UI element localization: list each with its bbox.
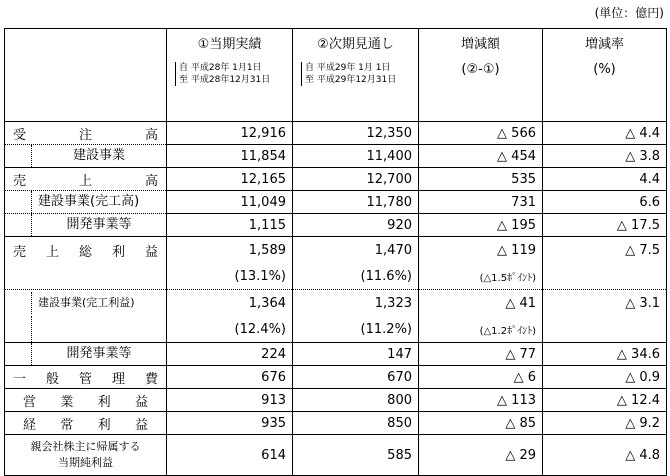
header-current-actual: ①当期実績 自 平成28年 1月1日 至 平成28年12月31日 bbox=[167, 29, 293, 122]
gp-construction-forecast: 1,323 bbox=[293, 290, 419, 317]
sga-diff: △ 6 bbox=[419, 366, 543, 389]
sales-construction-rate: 6.6 bbox=[543, 191, 667, 214]
sga-rate: △ 0.9 bbox=[543, 366, 667, 389]
sales-construction-forecast: 11,780 bbox=[293, 191, 419, 214]
label-gp-construction-blank bbox=[5, 316, 167, 343]
operating-current: 913 bbox=[167, 389, 293, 412]
sga-forecast: 670 bbox=[293, 366, 419, 389]
next-period-from: 自 平成29年 1月 1日 bbox=[305, 63, 391, 73]
ordinary-rate: △ 9.2 bbox=[543, 412, 667, 435]
header-change-amount: 増減額 (②-①) bbox=[419, 29, 543, 122]
row-orders bbox=[5, 122, 667, 145]
label-sales-construction: 建設事業(完工高) bbox=[5, 191, 167, 214]
row-ordinary-profit bbox=[5, 412, 667, 435]
label-sales: 売 上 高 bbox=[5, 168, 167, 191]
gp-construction-point-change: (△1.2ﾎﾟｲﾝﾄ) bbox=[419, 316, 543, 343]
orders-construction-diff: △ 454 bbox=[419, 145, 543, 168]
orders-forecast: 12,350 bbox=[293, 122, 419, 145]
sales-development-diff: △ 195 bbox=[419, 214, 543, 237]
label-orders-construction: 建設事業 bbox=[5, 145, 167, 168]
financial-forecast-table bbox=[4, 28, 667, 476]
sales-current: 12,165 bbox=[167, 168, 293, 191]
gross-profit-point-change: (△1.5ﾎﾟｲﾝﾄ) bbox=[419, 263, 543, 290]
row-sales-development bbox=[5, 214, 667, 237]
row-orders-construction bbox=[5, 145, 667, 168]
gross-profit-rate-blank bbox=[543, 263, 667, 290]
header-change-rate: 増減率 (%) bbox=[543, 29, 667, 122]
label-net-income: 親会社株主に帰属する 当期純利益 bbox=[5, 435, 167, 476]
row-net-income bbox=[5, 435, 667, 476]
label-gp-development: 開発事業等 bbox=[5, 343, 167, 366]
net-current: 614 bbox=[167, 435, 293, 476]
sales-forecast: 12,700 bbox=[293, 168, 419, 191]
label-sga: 一 般 管 理 費 bbox=[5, 366, 167, 389]
row-sales-construction bbox=[5, 191, 667, 214]
orders-construction-rate: △ 3.8 bbox=[543, 145, 667, 168]
row-gross-profit-margin bbox=[5, 263, 667, 290]
row-sales bbox=[5, 168, 667, 191]
orders-diff: △ 566 bbox=[419, 122, 543, 145]
gp-construction-current-margin: (12.4%) bbox=[167, 316, 293, 343]
row-sga bbox=[5, 366, 667, 389]
net-rate: △ 4.8 bbox=[543, 435, 667, 476]
ordinary-diff: △ 85 bbox=[419, 412, 543, 435]
operating-forecast: 800 bbox=[293, 389, 419, 412]
sales-development-forecast: 920 bbox=[293, 214, 419, 237]
sga-current: 676 bbox=[167, 366, 293, 389]
label-sales-development: 開発事業等 bbox=[5, 214, 167, 237]
row-gp-construction-margin bbox=[5, 316, 667, 343]
row-gp-construction bbox=[5, 290, 667, 317]
sales-rate: 4.4 bbox=[543, 168, 667, 191]
gp-construction-forecast-margin: (11.2%) bbox=[293, 316, 419, 343]
net-forecast: 585 bbox=[293, 435, 419, 476]
label-gp-construction: 建設事業(完工利益) bbox=[5, 290, 167, 317]
label-operating-profit: 営 業 利 益 bbox=[5, 389, 167, 412]
header-blank bbox=[5, 29, 167, 122]
gp-development-current: 224 bbox=[167, 343, 293, 366]
label-gross-profit-blank bbox=[5, 263, 167, 290]
operating-rate: △ 12.4 bbox=[543, 389, 667, 412]
orders-construction-current: 11,854 bbox=[167, 145, 293, 168]
gross-profit-rate: △ 7.5 bbox=[543, 237, 667, 264]
unit-label: (単位：億円) bbox=[594, 6, 664, 20]
next-period-to: 至 平成29年12月31日 bbox=[305, 75, 397, 85]
label-gross-profit: 売 上 総 利 益 bbox=[5, 237, 167, 264]
ordinary-current: 935 bbox=[167, 412, 293, 435]
gp-construction-diff: △ 41 bbox=[419, 290, 543, 317]
label-orders: 受 注 高 bbox=[5, 122, 167, 145]
sales-development-current: 1,115 bbox=[167, 214, 293, 237]
gp-construction-rate: △ 3.1 bbox=[543, 290, 667, 317]
header-row bbox=[5, 29, 667, 122]
sales-diff: 535 bbox=[419, 168, 543, 191]
orders-current: 12,916 bbox=[167, 122, 293, 145]
gross-profit-forecast-margin: (11.6%) bbox=[293, 263, 419, 290]
gp-development-diff: △ 77 bbox=[419, 343, 543, 366]
sales-development-rate: △ 17.5 bbox=[543, 214, 667, 237]
row-operating-profit bbox=[5, 389, 667, 412]
orders-rate: △ 4.4 bbox=[543, 122, 667, 145]
header-next-forecast: ②次期見通し 自 平成29年 1月 1日 至 平成29年12月31日 bbox=[293, 29, 419, 122]
current-period-from: 自 平成28年 1月1日 bbox=[179, 63, 262, 73]
net-diff: △ 29 bbox=[419, 435, 543, 476]
gross-profit-forecast: 1,470 bbox=[293, 237, 419, 264]
sales-construction-diff: 731 bbox=[419, 191, 543, 214]
sales-construction-current: 11,049 bbox=[167, 191, 293, 214]
gp-construction-rate-blank bbox=[543, 316, 667, 343]
row-gross-profit bbox=[5, 237, 667, 264]
ordinary-forecast: 850 bbox=[293, 412, 419, 435]
gross-profit-current: 1,589 bbox=[167, 237, 293, 264]
gp-development-rate: △ 34.6 bbox=[543, 343, 667, 366]
orders-construction-forecast: 11,400 bbox=[293, 145, 419, 168]
gp-development-forecast: 147 bbox=[293, 343, 419, 366]
label-ordinary-profit: 経 常 利 益 bbox=[5, 412, 167, 435]
gross-profit-diff: △ 119 bbox=[419, 237, 543, 264]
row-gp-development bbox=[5, 343, 667, 366]
gross-profit-current-margin: (13.1%) bbox=[167, 263, 293, 290]
current-period-to: 至 平成28年12月31日 bbox=[179, 75, 271, 85]
operating-diff: △ 113 bbox=[419, 389, 543, 412]
gp-construction-current: 1,364 bbox=[167, 290, 293, 317]
